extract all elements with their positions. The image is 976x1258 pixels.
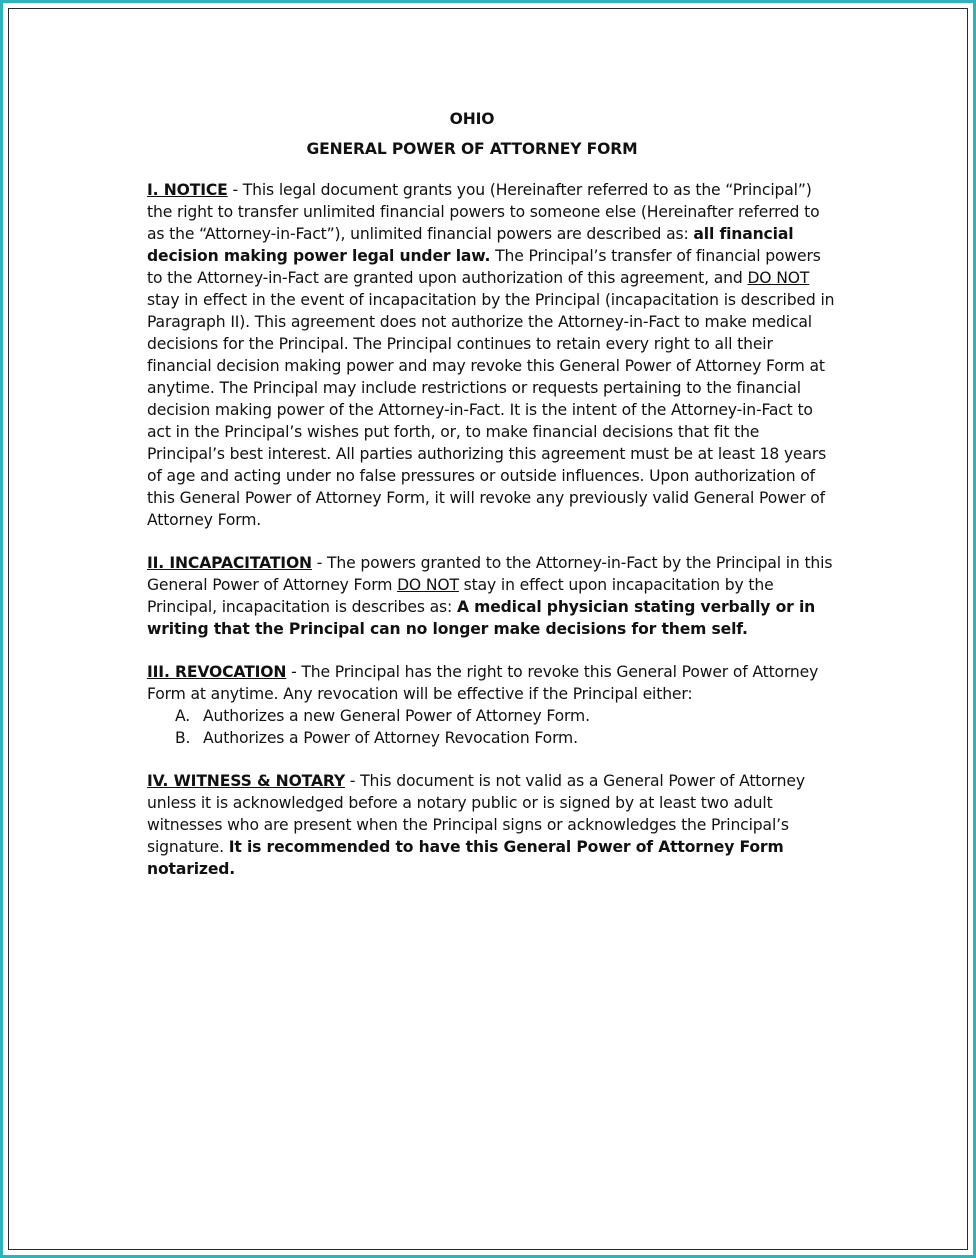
section-text-underlined: DO NOT xyxy=(747,269,810,287)
section-text: - This legal document grants you (Hereinafter referred to as the “Principal”) the right to transfer unlimited financial powers to someone else (Hereinafter referred to as the “Attorney-in-Fact”), unlimited financial powers are described as: xyxy=(147,181,820,243)
section-heading: II. INCAPACITATION xyxy=(147,554,312,572)
section-text: - This document is not valid as a General Power of Attorney unless it is acknowledged before a notary public or is signed by at least two adult witnesses who are present when the Principal signs or acknowledges the Principal’s signature. xyxy=(147,772,805,856)
section-heading: III. REVOCATION xyxy=(147,663,287,681)
revocation-list xyxy=(147,705,837,749)
section-notice xyxy=(147,179,837,531)
list-item xyxy=(147,705,837,727)
list-item-text: Authorizes a Power of Attorney Revocation Form. xyxy=(203,729,578,747)
section-text-underlined: DO NOT xyxy=(397,576,459,594)
list-item-text: Authorizes a new General Power of Attorney Form. xyxy=(203,707,590,725)
section-paragraph xyxy=(147,661,837,705)
section-incapacitation xyxy=(147,552,837,640)
list-item-letter: A. xyxy=(175,707,191,725)
document-title: GENERAL POWER OF ATTORNEY FORM xyxy=(306,140,638,158)
list-item xyxy=(147,727,837,749)
section-text: stay in effect upon incapacitation by the Principal, incapacitation is describes as: xyxy=(147,576,774,616)
section-text-bold: all financial decision making power legal under law. xyxy=(147,225,794,265)
section-text: The Principal’s transfer of financial powers to the Attorney-in-Fact are granted upon authorization of this agreement, and xyxy=(147,247,821,287)
section-text: - The Principal has the right to revoke this General Power of Attorney Form at anytime. Any revocation will be effective if the Principal either: xyxy=(147,663,819,703)
section-text: stay in effect in the event of incapacitation by the Principal (incapacitation is described in Paragraph II). This agreement does not authorize the Attorney-in-Fact to make medical decisions for the Principal. The Principal continues to retain every right to all their financial decision making power and may revoke this General Power of Attorney Form at anytime. The Principal may include restrictions or requests pertaining to the financial decision making power of the Attorney-in-Fact. It is the intent of the Attorney-in-Fact to act in the Principal’s wishes put forth, or, to make financial decisions that fit the Principal’s best interest. All parties authorizing this agreement must be at least 18 years of age and acting under no false pressures or outside influences. Upon authorization of this General Power of Attorney Form, it will revoke any previously valid General Power of Attorney Form. xyxy=(147,291,835,529)
section-heading: IV. WITNESS & NOTARY xyxy=(147,772,346,790)
list-item-letter: B. xyxy=(175,729,191,747)
section-heading: I. NOTICE xyxy=(147,181,228,199)
section-revocation xyxy=(147,661,837,749)
section-witness-notary xyxy=(147,770,837,880)
section-text-bold: It is recommended to have this General Power of Attorney Form notarized. xyxy=(147,838,784,878)
document-page xyxy=(147,108,837,901)
document-state: OHIO xyxy=(449,110,495,128)
section-text-bold: A medical physician stating verbally or in writing that the Principal can no longer make decisions for them self. xyxy=(147,598,816,638)
section-text: - The powers granted to the Attorney-in-Fact by the Principal in this General Power of Attorney Form xyxy=(147,554,833,594)
